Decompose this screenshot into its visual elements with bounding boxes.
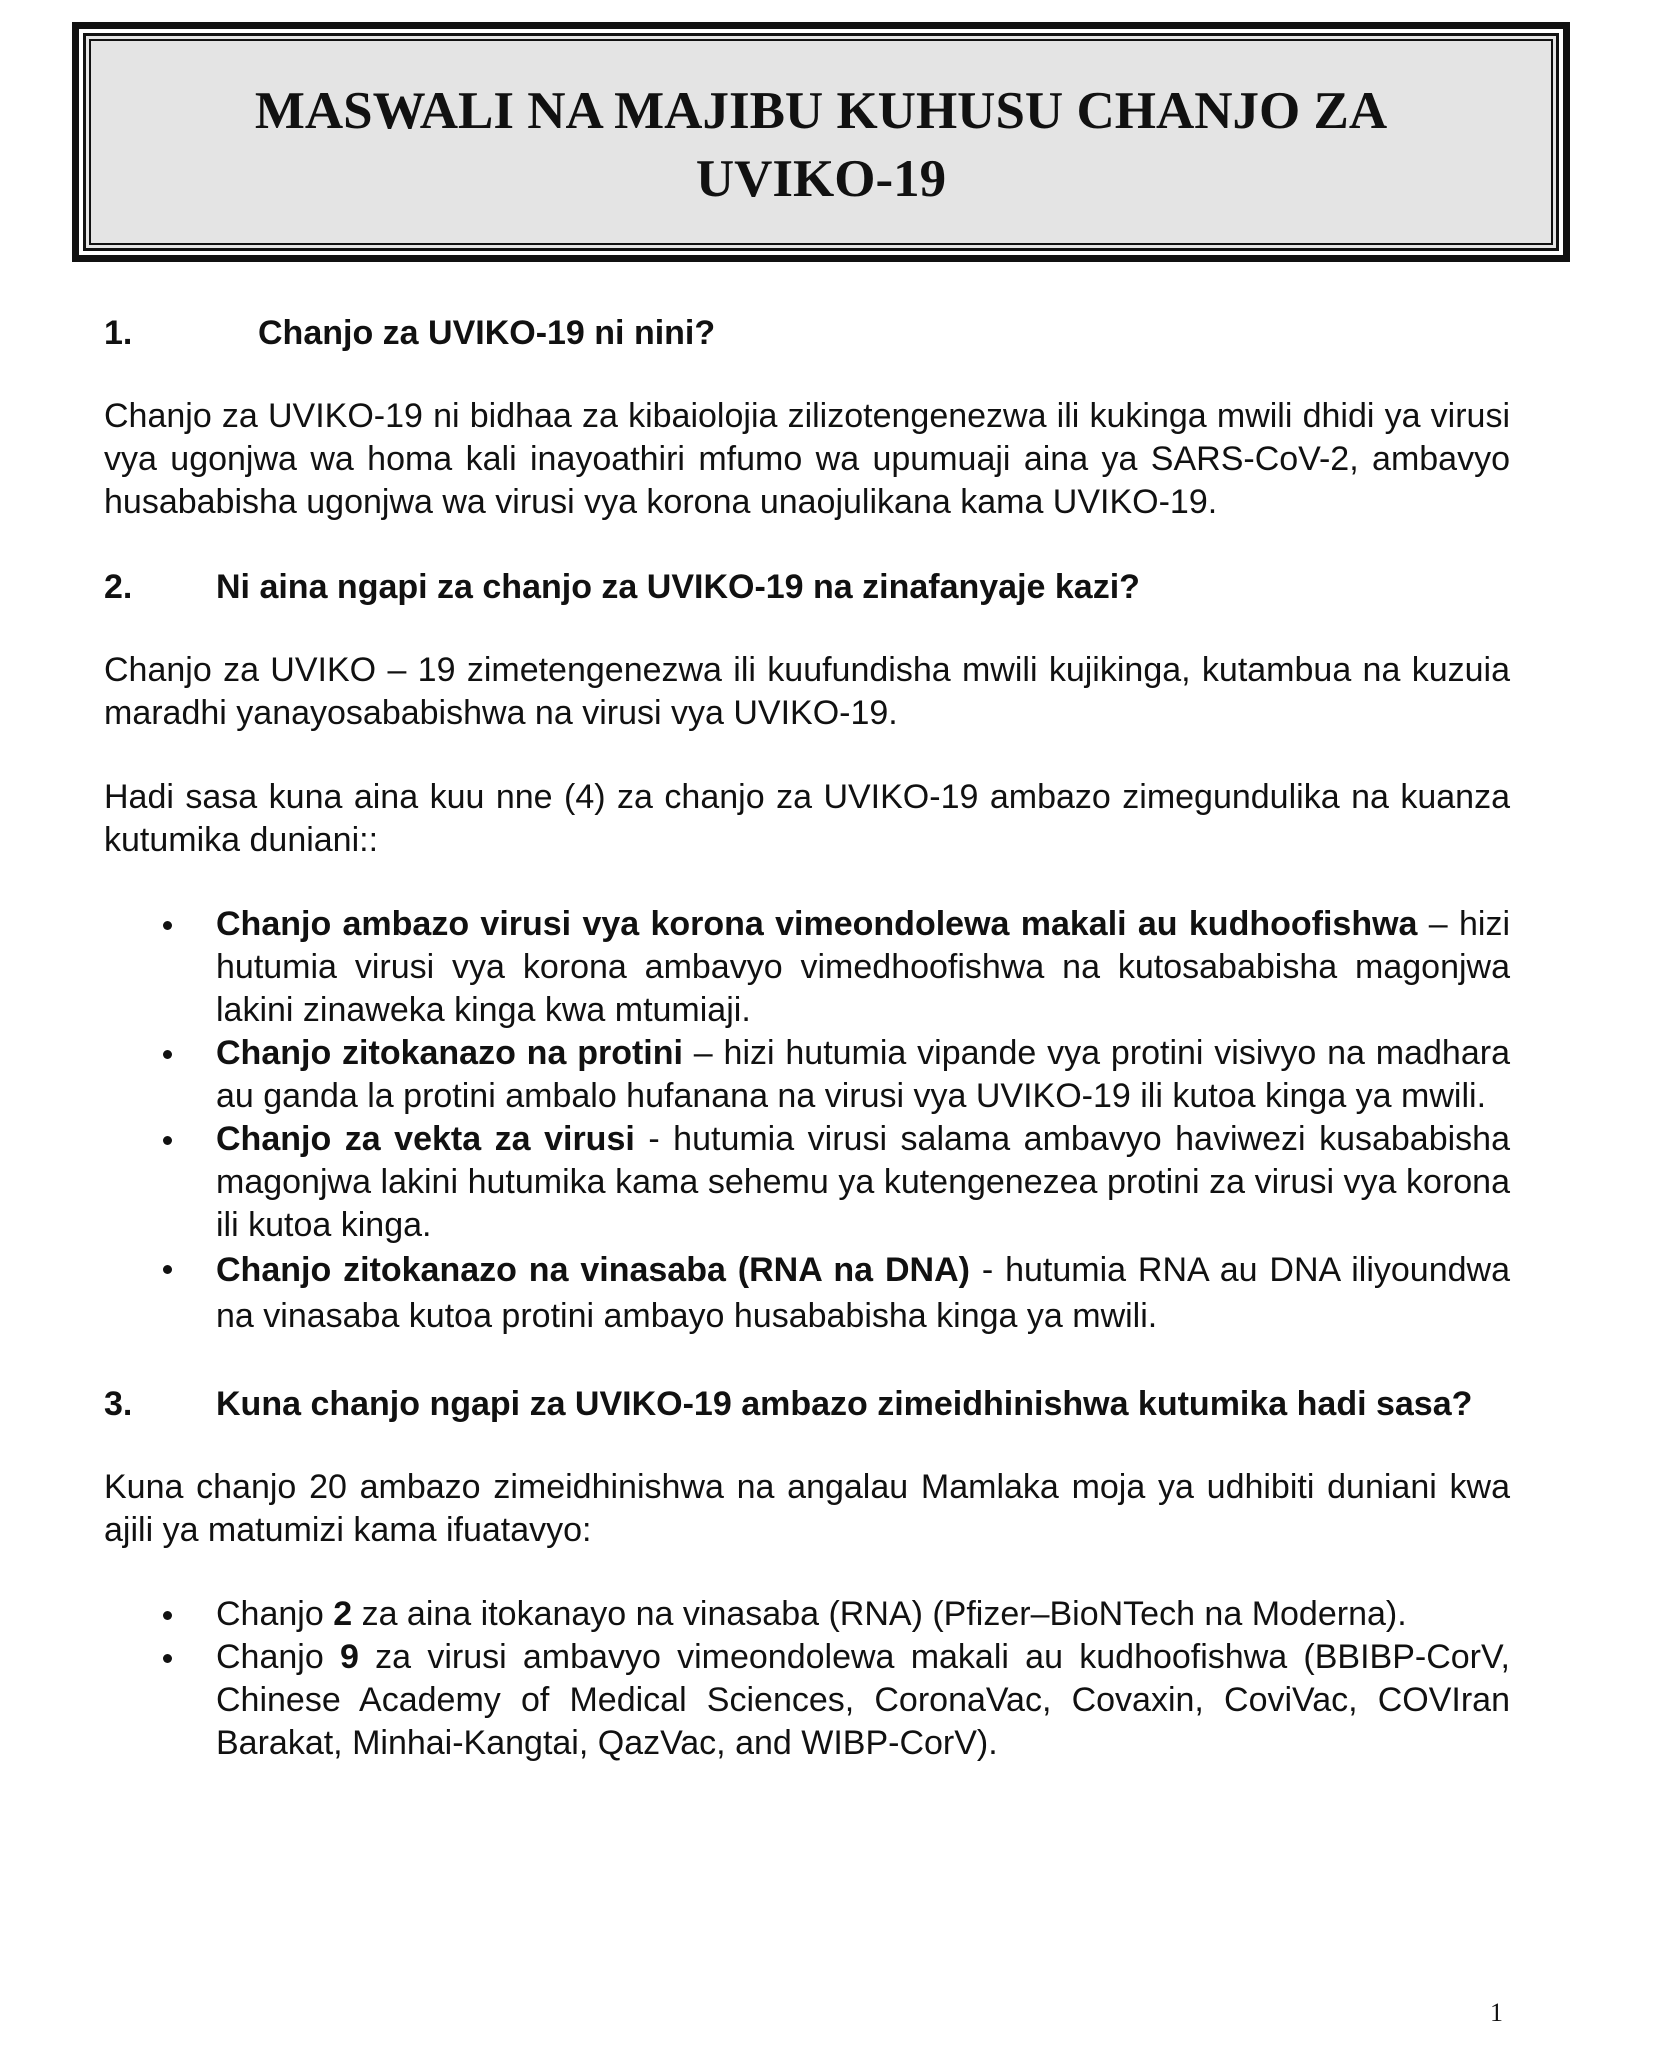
list-item	[104, 1636, 1510, 1765]
list-item	[104, 903, 1510, 1032]
list-item	[104, 1032, 1510, 1118]
list-item-text: – hizi hutumia virusi vya korona ambavyo vimedhoofishwa na kutosababisha magonjwa lakini zinaweka kinga kwa mtumiaji.	[216, 905, 1510, 1029]
list-item-text: – hizi hutumia vipande vya protini visivyo na madhara au ganda la protini ambalo hufanana na virusi vya UVIKO-19 ili kutoa kinga ya mwili.	[216, 1034, 1510, 1115]
list-item-text: - hutumia virusi salama ambavyo haviwezi kusababisha magonjwa lakini hutumika kama sehemu ya kutengenezea protini za virusi vya korona ili kutoa kinga.	[216, 1120, 1510, 1244]
title-box	[72, 22, 1570, 262]
page-number: 1	[1490, 1998, 1503, 2027]
answer-1: Chanjo za UVIKO-19 ni bidhaa za kibaiolojia zilizotengenezwa ili kukinga mwili dhidi ya virusi vya ugonjwa wa homa kali inayoathiri mfumo wa upumuaji aina ya SARS-CoV-2, ambavyo husababisha ugonjwa wa virusi vya korona unaojulikana kama UVIKO-19.	[104, 397, 1510, 521]
question-text: Kuna chanjo ngapi za UVIKO-19 ambazo zimeidhinishwa kutumika hadi sasa?	[216, 1385, 1473, 1423]
list-item-heading: Chanjo zitokanazo na vinasaba (RNA na DNA)	[216, 1251, 970, 1289]
approved-vaccines-list	[104, 1593, 1510, 1765]
vaccine-count: 9	[340, 1638, 359, 1676]
list-item-heading: Chanjo za vekta za virusi	[216, 1120, 635, 1158]
question-3	[104, 1383, 1510, 1426]
list-item-text: - hutumia RNA au DNA iliyoundwa na vinasaba kutoa protini ambayo husababisha kinga ya mwili.	[216, 1251, 1510, 1335]
vaccine-types-list	[104, 903, 1510, 1339]
answer-2-intro: Chanjo za UVIKO – 19 zimetengenezwa ili kuufundisha mwili kujikinga, kutambua na kuzuia maradhi yanayosababishwa na virusi vya UVIKO-19.	[104, 651, 1510, 732]
list-item	[104, 1247, 1510, 1339]
list-item-text: Chanjo	[216, 1595, 334, 1633]
question-number: 2.	[104, 568, 133, 606]
list-item-text: za virusi ambavyo vimeondolewa makali au kudhoofishwa (BBIBP-CorV, Chinese Academy of Medical Sciences, CoronaVac, Covaxin, CoviVac, COVIran Barakat, Minhai-Kangtai, QazVac, and WIBP-CorV).	[216, 1638, 1510, 1762]
list-item-heading: Chanjo zitokanazo na protini	[216, 1034, 683, 1072]
list-item-text: za aina itokanayo na vinasaba (RNA) (Pfizer–BioNTech na Moderna).	[352, 1595, 1407, 1633]
question-1	[104, 312, 1510, 355]
question-number: 3.	[104, 1385, 133, 1423]
list-item-heading: Chanjo ambazo virusi vya korona vimeondolewa makali au kudhoofishwa	[216, 905, 1418, 943]
question-text: Ni aina ngapi za chanjo za UVIKO-19 na zinafanyaje kazi?	[216, 568, 1140, 606]
document-body	[104, 306, 1510, 1765]
question-text: Chanjo za UVIKO-19 ni nini?	[258, 314, 716, 352]
list-item	[104, 1118, 1510, 1247]
title-inner	[83, 33, 1559, 251]
list-item	[104, 1593, 1510, 1636]
question-2	[104, 566, 1510, 609]
vaccine-count: 2	[333, 1595, 353, 1633]
page-title: MASWALI NA MAJIBU KUHUSU CHANJO ZA UVIKO-19	[254, 82, 1388, 208]
question-number: 1.	[104, 314, 133, 352]
answer-2-types-intro: Hadi sasa kuna aina kuu nne (4) za chanjo za UVIKO-19 ambazo zimegundulika na kuanza kutumika duniani::	[104, 778, 1510, 859]
list-item-text: Chanjo	[216, 1638, 340, 1676]
answer-3: Kuna chanjo 20 ambazo zimeidhinishwa na angalau Mamlaka moja ya udhibiti duniani kwa ajili ya matumizi kama ifuatavyo:	[104, 1468, 1510, 1549]
